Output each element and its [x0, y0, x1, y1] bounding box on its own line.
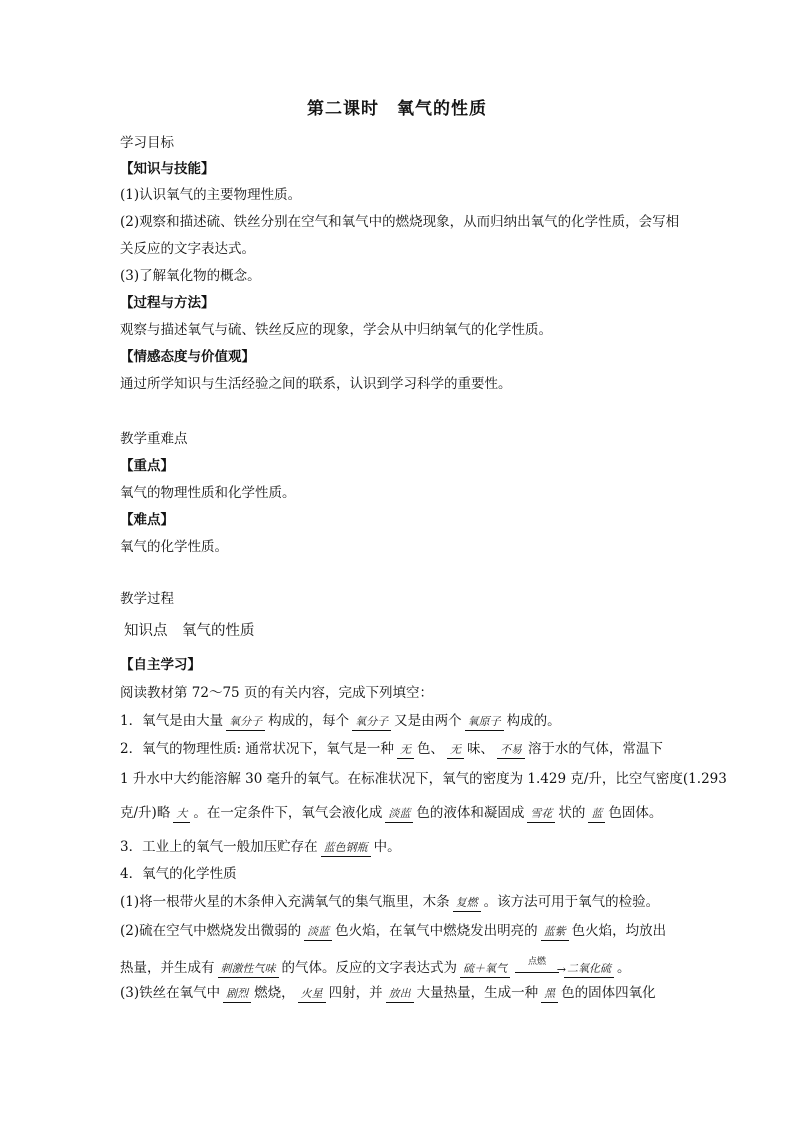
knowledge-skills-heading: 【知识与技能】	[120, 161, 215, 177]
question-4-part-1	[120, 892, 710, 912]
q2-text-9: 色固体。	[608, 805, 663, 821]
q2-text-3: 味、	[466, 741, 494, 757]
self-study-heading: 【自主学习】	[120, 657, 201, 673]
reading-instruction: 阅读教材第 72～75 页的有关内容，完成下列填空：	[120, 685, 433, 701]
q2-text-1: 2．氧气的物理性质: 通常状况下，氧气是一种	[120, 741, 394, 757]
q2-text-6: 。在一定条件下，氧气会液化成	[193, 805, 383, 821]
q2-text-4: 溶于水的气体，常温下	[527, 741, 663, 757]
page-title: 第二课时 氧气的性质	[307, 99, 487, 119]
focus-heading: 【重点】	[120, 458, 174, 474]
q3-text-2: 中。	[373, 839, 401, 855]
question-3	[120, 837, 710, 857]
process-methods-text: 观察与描述氧气与硫、铁丝反应的现象，学会从中归纳氧气的化学性质。	[120, 322, 552, 338]
q1-text-1: 1．氧气是由大量	[120, 713, 224, 729]
q4c-text-1: (3)铁丝在氧气中	[120, 985, 221, 1001]
question-1	[120, 711, 710, 731]
difficulty-heading: 【难点】	[120, 512, 174, 528]
q4c-answer-4: 黑	[541, 986, 558, 1003]
q4c-text-2: 燃烧，	[254, 985, 295, 1001]
question-2-line-2: 1 升水中大约能溶解 30 毫升的氧气。在标准状况下，氧气的密度为 1.429 克/升，比空气密度(1.293	[120, 771, 727, 787]
q4c-text-3: 四射，并	[328, 985, 383, 1001]
q4b-text-2: 色火焰，在氧气中燃烧发出明亮的	[335, 923, 538, 939]
q4b-text-1: (2)硫在空气中燃烧发出微弱的	[120, 923, 302, 939]
q4b-answer-2: 蓝紫	[541, 924, 569, 941]
q4c-answer-1: 剧烈	[223, 986, 251, 1003]
question-4-part-2-line-2	[120, 952, 710, 978]
q2-answer-2: 无	[447, 742, 464, 759]
q1-text-3: 又是由两个	[394, 713, 462, 729]
keypoints-heading: 教学重难点	[120, 431, 188, 447]
focus-text: 氧气的物理性质和化学性质。	[120, 485, 296, 501]
q2-text-5: 克/升)略	[120, 805, 171, 821]
question-2-line-3	[120, 803, 710, 823]
q4b-text-5: 的气体。反应的文字表达式为	[281, 960, 457, 976]
q1-answer-2: 氧分子	[352, 714, 391, 731]
objective-1: (1)认识氧气的主要物理性质。	[120, 187, 302, 203]
q3-answer-1: 蓝色钢瓶	[321, 840, 371, 857]
q2-text-7: 色的液体和凝固成	[416, 805, 525, 821]
q1-answer-1: 氧分子	[226, 714, 265, 731]
teaching-process-heading: 教学过程	[120, 591, 174, 607]
q1-text-4: 构成的。	[506, 713, 561, 729]
q4b-answer-reactants: 硫＋氧气	[460, 961, 510, 978]
q4c-text-5: 色的固体四氧化	[561, 985, 656, 1001]
objective-3: (3)了解氧化物的概念。	[120, 268, 261, 284]
process-methods-heading: 【过程与方法】	[120, 295, 215, 311]
q2-text-2: 色、	[416, 741, 444, 757]
q4c-answer-3: 放出	[386, 986, 414, 1003]
q2-answer-4: 大	[173, 806, 190, 823]
q2-text-8: 状的	[558, 805, 586, 821]
q4b-text-6: 。	[617, 960, 631, 976]
q2-answer-5: 淡蓝	[385, 806, 413, 823]
q4b-text-4: 热量，并生成有	[120, 960, 215, 976]
emotion-values-heading: 【情感态度与价值观】	[120, 349, 255, 365]
q4b-answer-1: 淡蓝	[304, 924, 332, 941]
knowledge-point-title: 知识点 氧气的性质	[124, 623, 255, 639]
question-4-heading: 4．氧气的化学性质	[120, 866, 237, 882]
objective-2-line-1: (2)观察和描述硫、铁丝分别在空气和氧气中的燃烧现象，从而归纳出氧气的化学性质，会写相	[120, 214, 680, 230]
objectives-heading: 学习目标	[120, 135, 174, 151]
q4b-answer-product: 二氧化硫	[564, 961, 614, 978]
question-4-part-3	[120, 983, 710, 1003]
q1-text-2: 构成的，每个	[268, 713, 350, 729]
q4a-text-1: (1)将一根带火星的木条伸入充满氧气的集气瓶里，木条	[120, 894, 450, 910]
q4b-text-3: 色火焰，均放出	[571, 923, 667, 939]
q2-answer-6: 雪花	[527, 806, 555, 823]
ignition-condition: 点燃	[527, 957, 546, 967]
question-4-part-2-line-1	[120, 921, 710, 941]
arrow-icon: →	[556, 963, 566, 976]
q4c-answer-2: 火星	[298, 986, 326, 1003]
q4c-text-4: 大量热量，生成一种	[416, 985, 539, 1001]
objective-2-line-2: 关反应的文字表达式。	[120, 241, 255, 257]
q1-answer-3: 氧原子	[465, 714, 504, 731]
q4a-answer-1: 复燃	[453, 895, 481, 912]
q3-text-1: 3．工业上的氧气一般加压贮存在	[120, 839, 318, 855]
q4a-text-2: 。该方法可用于氧气的检验。	[483, 894, 660, 910]
q2-answer-7: 蓝	[588, 806, 605, 823]
emotion-values-text: 通过所学知识与生活经验之间的联系，认识到学习科学的重要性。	[120, 376, 512, 392]
q4b-answer-3: 刺激性气味	[218, 961, 279, 978]
reaction-arrow	[515, 952, 566, 976]
q2-answer-3: 不易	[497, 742, 525, 759]
difficulty-text: 氧气的化学性质。	[120, 539, 228, 555]
q2-answer-1: 无	[397, 742, 414, 759]
question-2-line-1	[120, 739, 710, 759]
